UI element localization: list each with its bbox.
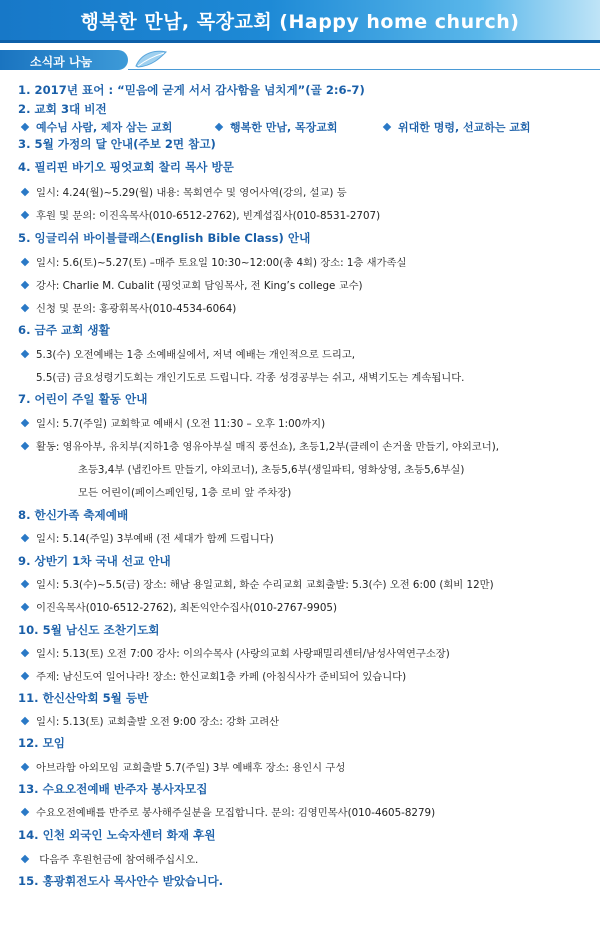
notice-line: 수요오전예배를 반주로 봉사해주실분을 모집합니다. 문의: 김영민목사(010-4605-8279) <box>22 804 435 819</box>
notice-line: 강사: Charlie M. Cubalit (핑엇교회 담임목사, 전 King’s college 교수) <box>22 277 363 292</box>
diamond-bullet-icon <box>21 717 29 725</box>
header-banner <box>0 0 600 43</box>
diamond-bullet-icon <box>21 855 29 863</box>
notice-line: 일시: 5.3(수)~5.5(금) 장소: 해남 용일교회, 화순 수리교회 교회출발: 5.3(수) 오전 6:00 (회비 12만) <box>22 576 494 591</box>
vision-item: 예수님 사람, 제자 삼는 교회 <box>22 119 172 135</box>
diamond-bullet-icon <box>21 281 29 289</box>
notice-line-continued: 5.5(금) 금요성령기도회는 개인기도로 드립니다. 각종 성경공부는 쉬고, 새벽기도는 계속됩니다. <box>36 372 465 384</box>
diamond-bullet-icon <box>21 123 29 131</box>
notice-title: 2. 교회 3대 비전 <box>18 102 107 116</box>
notice-line: 이진옥목사(010-6512-2762), 최돈익안수집사(010-2767-9905) <box>22 599 337 614</box>
section-label: 소식과 나눔 <box>30 55 93 69</box>
notice-line: 신청 및 문의: 홍광휘목사(010-4534-6064) <box>22 300 236 315</box>
diamond-bullet-icon <box>21 763 29 771</box>
notice-line: 일시: 5.7(주일) 교회학교 예배시 (오전 11:30 – 오후 1:00까지) <box>22 415 325 430</box>
diamond-bullet-icon <box>383 123 391 131</box>
notice-title: 12. 모임 <box>18 736 65 750</box>
diamond-bullet-icon <box>21 258 29 266</box>
notice-title: 3. 5월 가정의 달 안내(주보 2면 참고) <box>18 137 216 151</box>
notice-line: 다음주 후원헌금에 참여해주십시오. <box>22 851 198 866</box>
diamond-bullet-icon <box>21 580 29 588</box>
notice-title: 10. 5월 남신도 조찬기도회 <box>18 623 160 637</box>
notice-title: 6. 금주 교회 생활 <box>18 323 110 337</box>
notice-line: 일시: 5.6(토)~5.27(토) –매주 토요일 10:30~12:00(총 4회) 장소: 1층 새가족실 <box>22 254 406 269</box>
diamond-bullet-icon <box>21 808 29 816</box>
notice-line-continued: 초등3,4부 (냅킨아트 만들기, 야외코너), 초등5,6부(생일파티, 영화상영, 초등5,6부실) <box>78 464 465 476</box>
notice-line: 아브라함 아외모임 교회출발 5.7(주일) 3부 예배후 장소: 용인시 구성 <box>22 759 345 774</box>
section-divider <box>128 69 600 70</box>
diamond-bullet-icon <box>21 672 29 680</box>
notice-line: 주제: 남신도여 일어나라! 장소: 한신교회1층 카페 (아침식사가 준비되어 있습니다) <box>22 668 406 683</box>
notice-title: 1. 2017년 표어 : “믿음에 굳게 서서 감사함을 넘치게”(골 2:6-7) <box>18 83 365 97</box>
notice-title: 5. 잉글리쉬 바이블클래스(English Bible Class) 안내 <box>18 231 311 245</box>
notice-title: 4. 필리핀 바기오 핑엇교회 찰리 목사 방문 <box>18 160 234 174</box>
notice-line: 일시: 5.13(토) 오전 7:00 강사: 이의수목사 (사랑의교회 사랑패밀리센터/남성사역연구소장) <box>22 645 450 660</box>
diamond-bullet-icon <box>21 419 29 427</box>
diamond-bullet-icon <box>21 350 29 358</box>
diamond-bullet-icon <box>21 304 29 312</box>
notice-title: 9. 상반기 1차 국내 선교 안내 <box>18 554 171 568</box>
notice-line: 활동: 영유아부, 유치부(지하1층 영유아부실 매직 풍선쇼), 초등1,2부(클레이 손거울 만들기, 야외코너), <box>22 438 499 453</box>
vision-item: 위대한 명령, 선교하는 교회 <box>384 119 531 135</box>
notice-line: 5.3(수) 오전예배는 1층 소예배실에서, 저녁 예배는 개인적으로 드리고, <box>22 346 355 361</box>
notice-line-continued: 모든 어린이(페이스페인팅, 1층 로비 앞 주차장) <box>78 487 292 499</box>
diamond-bullet-icon <box>21 211 29 219</box>
diamond-bullet-icon <box>21 649 29 657</box>
notice-title: 14. 인천 외국인 노숙자센터 화재 후원 <box>18 828 216 842</box>
diamond-bullet-icon <box>21 534 29 542</box>
church-title: 행복한 만남, 목장교회 (Happy home church) <box>80 11 520 33</box>
notice-title: 7. 어린이 주일 활동 안내 <box>18 392 148 406</box>
notice-title: 13. 수요오전예배 반주자 봉사자모집 <box>18 782 208 796</box>
notice-title: 15. 홍광휘전도사 목사안수 받았습니다. <box>18 874 224 888</box>
diamond-bullet-icon <box>215 123 223 131</box>
vision-item: 행복한 만남, 목장교회 <box>216 119 337 135</box>
notice-line: 일시: 5.14(주일) 3부예배 (전 세대가 함께 드립니다) <box>22 530 274 545</box>
notice-line: 일시: 5.13(토) 교회출발 오전 9:00 장소: 강화 고려산 <box>22 713 279 728</box>
diamond-bullet-icon <box>21 188 29 196</box>
section-tab <box>0 50 128 70</box>
diamond-bullet-icon <box>21 603 29 611</box>
leaf-icon <box>134 48 168 70</box>
notice-line: 후원 및 문의: 이진옥목사(010-6512-2762), 빈계섭집사(010-8531-2707) <box>22 207 380 222</box>
notice-title: 8. 한신가족 축제예배 <box>18 508 129 522</box>
notice-title: 11. 한신산악회 5월 등반 <box>18 691 149 705</box>
diamond-bullet-icon <box>21 442 29 450</box>
notice-line: 일시: 4.24(월)~5.29(월) 내용: 목회연수 및 영어사역(강의, 설교) 등 <box>22 184 347 199</box>
